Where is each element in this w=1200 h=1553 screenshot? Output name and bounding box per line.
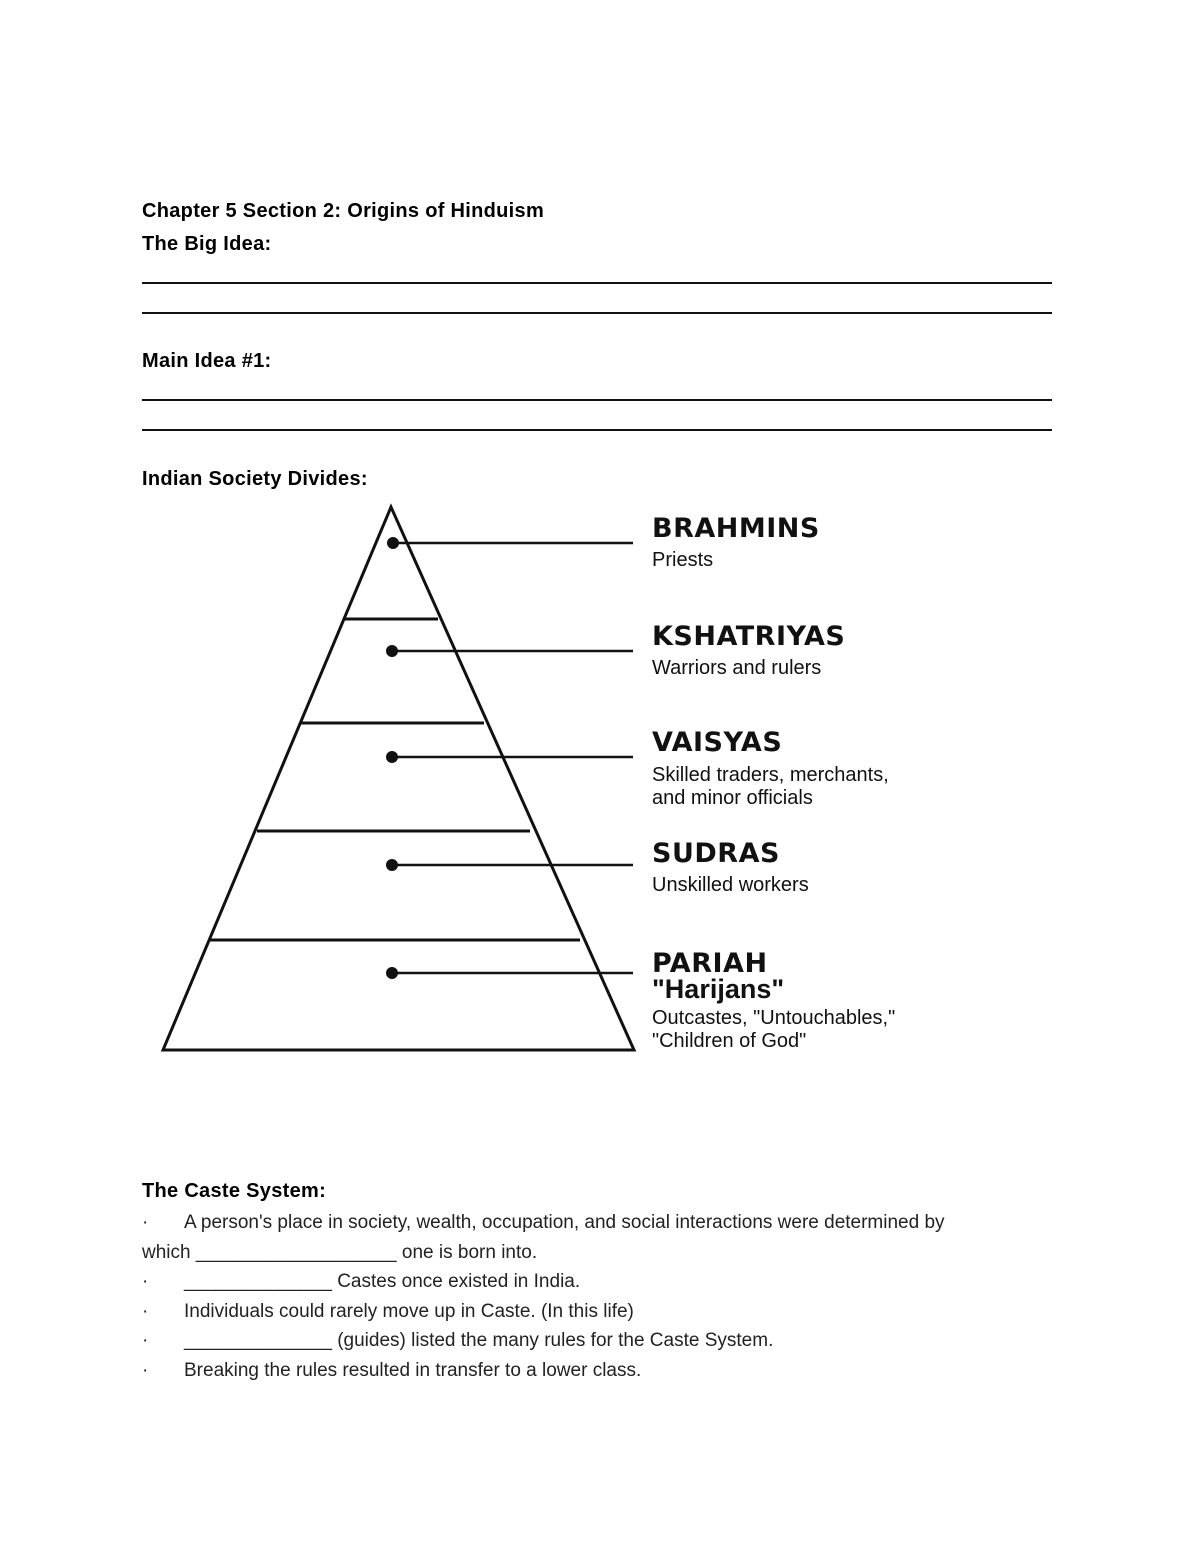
tier-desc-pariah-line-1: Outcastes, "Untouchables,"	[652, 1007, 896, 1029]
tier-name-brahmins: BRAHMINS	[652, 513, 820, 544]
tier-brahmins	[387, 513, 820, 571]
pyramid-outline	[163, 507, 634, 1050]
bullet-icon: ·	[142, 1330, 149, 1351]
list-item-text-continued: which ___________________ one is born into.	[142, 1241, 538, 1263]
big-idea-answer-line-2[interactable]	[142, 312, 1052, 314]
tier-desc-vaisyas-line-1: Skilled traders, merchants,	[652, 764, 889, 786]
list-item-text: ______________ Castes once existed in India.	[184, 1271, 581, 1292]
tier-desc-sudras: Unskilled workers	[652, 874, 809, 896]
bullet-icon: ·	[142, 1359, 149, 1381]
tier-vaisyas	[386, 727, 889, 809]
tier-sudras	[386, 838, 809, 896]
list-item	[142, 1356, 1062, 1386]
list-item-text: Breaking the rules resulted in transfer to a lower class.	[184, 1359, 642, 1381]
tier-name-kshatriyas: KSHATRIYAS	[652, 621, 846, 652]
main-idea-answer-line-1[interactable]	[142, 399, 1052, 401]
bullet-icon: ·	[142, 1300, 149, 1322]
list-item-text: A person's place in society, wealth, occupation, and social interactions were determined by	[184, 1212, 945, 1233]
tier-alt-name-pariah: "Harijans"	[652, 974, 785, 1004]
tier-name-vaisyas: VAISYAS	[652, 727, 783, 758]
list-item	[142, 1267, 1062, 1297]
list-item	[142, 1208, 1062, 1267]
main-idea-label: Main Idea #1:	[142, 350, 272, 372]
tier-desc-kshatriyas: Warriors and rulers	[652, 657, 822, 679]
caste-pyramid-diagram	[150, 495, 950, 1065]
tier-desc-brahmins: Priests	[652, 549, 714, 571]
tier-kshatriyas	[386, 621, 845, 679]
tier-name-pariah: PARIAH	[652, 948, 768, 979]
bullet-icon: ·	[142, 1212, 149, 1233]
page-title: Chapter 5 Section 2: Origins of Hinduism	[142, 200, 545, 222]
caste-system-list	[142, 1208, 1062, 1385]
bullet-icon: ·	[142, 1271, 149, 1292]
big-idea-label: The Big Idea:	[142, 233, 272, 255]
tier-desc-vaisyas-line-2: and minor officials	[652, 787, 813, 809]
list-item	[142, 1297, 1062, 1327]
tier-name-sudras: SUDRAS	[652, 838, 780, 869]
big-idea-answer-line-1[interactable]	[142, 282, 1052, 284]
list-item-text: Individuals could rarely move up in Caste. (In this life)	[184, 1300, 634, 1322]
list-item-text: ______________ (guides) listed the many rules for the Caste System.	[184, 1330, 774, 1351]
list-item	[142, 1326, 1062, 1356]
tier-pariah	[386, 948, 895, 1052]
tier-desc-pariah-line-2: "Children of God"	[652, 1030, 807, 1052]
main-idea-answer-line-2[interactable]	[142, 429, 1052, 431]
caste-system-label: The Caste System:	[142, 1180, 327, 1202]
society-divides-label: Indian Society Divides:	[142, 468, 368, 490]
